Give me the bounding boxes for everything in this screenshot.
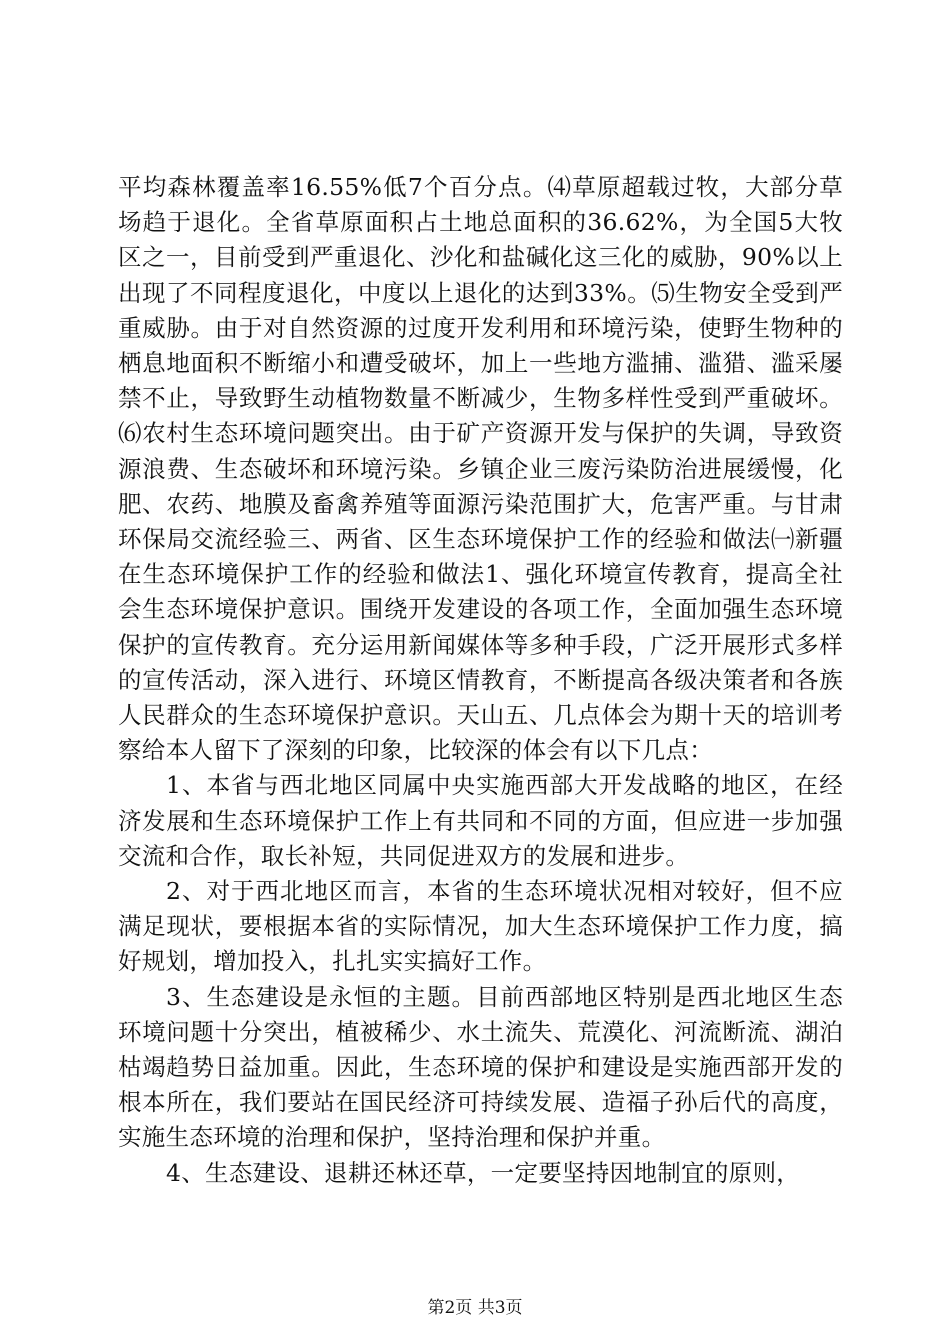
paragraph-2: 1、本省与西北地区同属中央实施西部大开发战略的地区，在经济发展和生态环境保护工作上有共同和不同的方面，但应进一步加强交流和合作，取长补短，共同促进双方的发展和进步。: [118, 771, 843, 870]
paragraph-4: 3、生态建设是永恒的主题。目前西部地区特别是西北地区生态环境问题十分突出，植被稀少、水土流失、荒漠化、河流断流、湖泊枯竭趋势日益加重。因此，生态环境的保护和建设是实施西部开发的根本所在，我们要站在国民经济可持续发展、造福子孙后代的高度，实施生态环境的治理和保护，坚持治理和保护并重。: [118, 982, 843, 1152]
paragraph-5: 4、生态建设、退耕还林还草，一定要坚持因地制宜的原则，: [166, 1158, 801, 1187]
paragraph-3: 2、对于西北地区而言，本省的生态环境状况相对较好，但不应满足现状，要根据本省的实际情况，加大生态环境保护工作力度，搞好规划，增加投入，扎扎实实搞好工作。: [118, 877, 843, 976]
paragraph-1: 平均森林覆盖率16.55%低7个百分点。⑷草原超载过牧，大部分草场趋于退化。全省草原面积占土地总面积的36.62%，为全国5大牧区之一，目前受到严重退化、沙化和盐碱化这三化的威胁，90%以上出现了不同程度退化，中度以上退化的达到33%。⑸生物安全受到严重威胁。由于对自然资源的过度开发利用和环境污染，使野生物种的栖息地面积不断缩小和遭受破坏，加上一些地方滥捕、滥猎、滥采屡禁不止，导致野生动植物数量不断减少，生物多样性受到严重破坏。⑹农村生态环境问题突出。由于矿产资源开发与保护的失调，导致资源浪费、生态破坏和环境污染。乡镇企业三废污染防治进展缓慢，化肥、农药、地膜及畜禽养殖等面源污染范围扩大，危害严重。与甘肃环保局交流经验三、两省、区生态环境保护工作的经验和做法㈠新疆在生态环境保护工作的经验和做法1、强化环境宣传教育，提高全社会生态环境保护意识。围绕开发建设的各项工作，全面加强生态环境保护的宣传教育。充分运用新闻媒体等多种手段，广泛开展形式多样的宣传活动，深入进行、环境区情教育，不断提高各级决策者和各族人民群众的生态环境保护意识。天山五、几点体会为期十天的培训考察给本人留下了深刻的印象，比较深的体会有以下几点：: [118, 173, 843, 765]
page-footer: 第2页 共3页: [427, 1298, 523, 1318]
document-body: [118, 170, 843, 1191]
